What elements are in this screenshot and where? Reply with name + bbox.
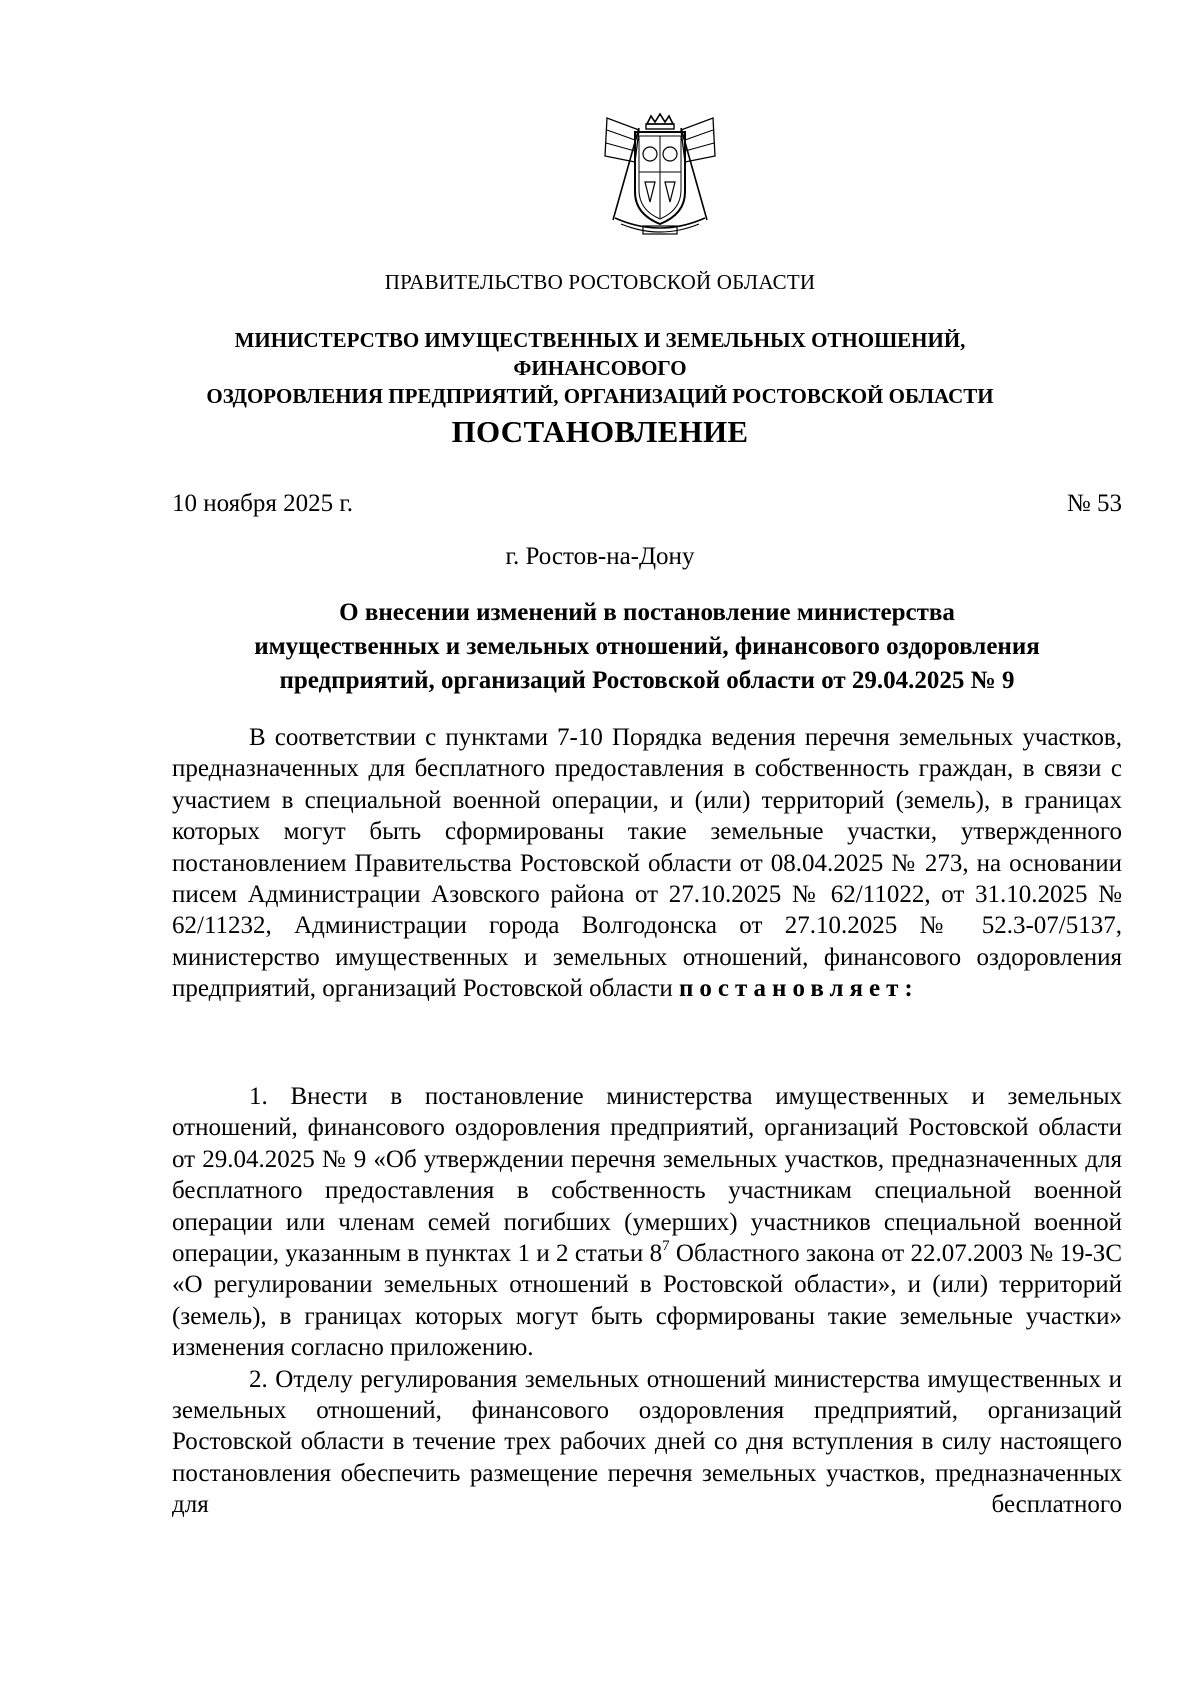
preamble-paragraph bbox=[172, 722, 1122, 1005]
item-1-superscript: 7 bbox=[662, 1238, 670, 1255]
coat-of-arms-emblem bbox=[595, 110, 725, 240]
item-1 bbox=[172, 1081, 1122, 1364]
document-date: 10 ноября 2025 г. bbox=[172, 490, 354, 517]
item-1-text: 1. Внести в постановление министерства имущественных и земельных отношений, финансового оздоровления предприятий, организаций Ростовской области от 29.04.2025 № 9 «Об утверждении перечня земельных участков, предназначенных для бесплатного предоставления в собственность участникам специальной военной операции или членам семей погибших (умерших) участников специальной военной операции, указанным в пунктах 1 и 2 статьи 8 bbox=[172, 1083, 1122, 1268]
document-number: № 53 bbox=[1066, 490, 1122, 517]
item-1-text-continued: Областного закона от 22.07.2003 № 19-ЗС «О регулировании земельных отношений в Ростовской области», и (или) территорий (земель), в границах которых могут быть сформированы такие земельные участки» изменения согласно приложению. bbox=[172, 1240, 1122, 1362]
preamble-body: В соответствии с пунктами 7-10 Порядка ведения перечня земельных участков, предназначенных для бесплатного предоставления в собственность граждан, в связи с участием в специальной военной операции, и (или) территорий (земель), в границах которых могут быть сформированы такие земельные участки, утвержденного постановлением Правительства Ростовской области от 08.04.2025 № 273, на основании писем Администрации Азовского района от 27.10.2025 № 62/11022, от 31.10.2025 № 62/11232, Администрации города Волгодонска от 27.10.2025 № 52.3-07/5137, министерство имущественных и земельных отношений, финансового оздоровления предприятий, организаций Ростовской области bbox=[172, 724, 1122, 1003]
subject-line1: О внесении изменений в постановление министерства bbox=[339, 599, 955, 626]
document-subject bbox=[172, 596, 1122, 698]
subject-line3: предприятий, организаций Ростовской области от 29.04.2025 № 9 bbox=[279, 667, 1015, 694]
preamble-text bbox=[172, 722, 1122, 1005]
ministry-heading-line1: МИНИСТЕРСТВО ИМУЩЕСТВЕННЫХ И ЗЕМЕЛЬНЫХ ОТНОШЕНИЙ, ФИНАНСОВОГО bbox=[234, 328, 966, 380]
ministry-heading-line2: ОЗДОРОВЛЕНИЯ ПРЕДПРИЯТИЙ, ОРГАНИЗАЦИЙ РОСТОВСКОЙ ОБЛАСТИ bbox=[206, 384, 994, 408]
document-city: г. Ростов-на-Дону bbox=[505, 543, 695, 570]
ministry-heading bbox=[150, 326, 1050, 410]
decree-word: постановляет: bbox=[678, 975, 919, 1003]
government-heading: ПРАВИТЕЛЬСТВО РОСТОВСКОЙ ОБЛАСТИ bbox=[384, 270, 816, 294]
item-2: 2. Отделу регулирования земельных отношений министерства имущественных и земельных отношений, финансового оздоровления предприятий, организаций Ростовской области в течение трех рабочих дней со дня вступления в силу настоящего постановления обеспечить размещение перечня земельных участков, предназначенных для бесплатного bbox=[172, 1365, 1122, 1519]
operative-part bbox=[172, 1081, 1122, 1521]
subject-line2: имущественных и земельных отношений, финансового оздоровления bbox=[254, 633, 1040, 660]
document-type-title: ПОСТАНОВЛЕНИЕ bbox=[451, 414, 749, 449]
